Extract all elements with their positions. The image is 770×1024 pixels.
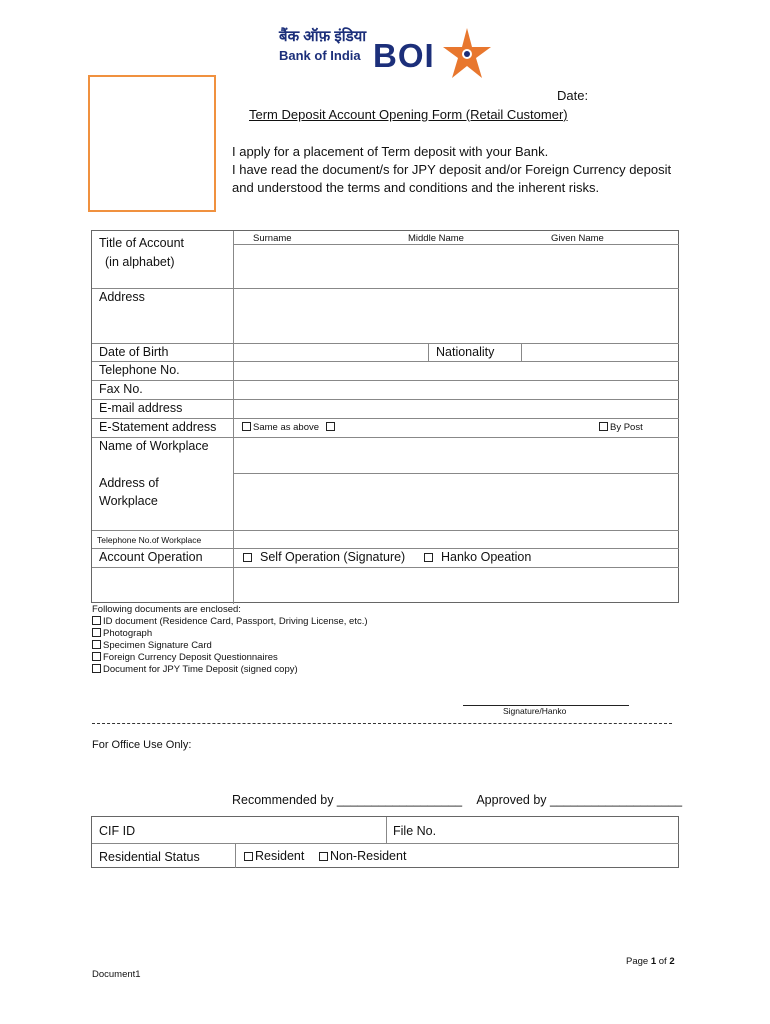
workplace-name-input[interactable] [234,438,679,473]
nationality-input[interactable] [522,344,679,361]
approved-by-text: Approved by ___________________ [476,793,683,807]
document-checkbox[interactable] [92,652,101,661]
documents-heading: Following documents are enclosed: [92,604,241,615]
telephone-input[interactable] [234,362,679,380]
middle-name-label: Middle Name [408,233,464,244]
intro-line-2: I have read the document/s for JPY deposit and/or Foreign Currency deposit [232,162,672,177]
resident-checkbox[interactable] [244,852,253,861]
page-prefix: Page [626,956,651,967]
fax-input[interactable] [234,381,679,399]
account-operation-label: Account Operation [99,550,203,564]
document-item-text: Specimen Signature Card [103,640,212,651]
document-name: Document1 [92,969,141,980]
intro-line-1: I apply for a placement of Term deposit with your Bank. [232,144,549,159]
page-number [626,956,675,967]
cif-id-label: CIF ID [99,824,136,838]
fax-label: Fax No. [99,382,143,396]
self-operation-text: Self Operation (Signature) [260,550,406,564]
photo-box [88,75,216,212]
logo-boi-text: BOI [373,37,435,74]
workplace-address-input[interactable] [234,474,679,530]
bank-logo [279,26,494,84]
estatement-label: E-Statement address [99,420,217,434]
file-no-label: File No. [393,824,437,838]
address-input[interactable] [234,289,679,343]
given-name-label: Given Name [551,233,604,244]
hanko-operation-checkbox[interactable] [424,553,433,562]
office-use-table [91,816,679,868]
telephone-label: Telephone No. [99,363,180,377]
document-checkbox[interactable] [92,640,101,649]
signature-label: Signature/Hanko [503,706,567,716]
document-item[interactable] [92,628,152,639]
date-label: Date: [557,88,589,103]
same-as-above-option[interactable] [242,422,337,433]
document-item[interactable] [92,664,298,675]
document-item-text: ID document (Residence Card, Passport, Driving License, etc.) [103,616,368,627]
recommended-approved-line [232,793,682,807]
workplace-telephone-input[interactable] [234,531,679,548]
self-operation-checkbox[interactable] [243,553,252,562]
date-of-birth-input[interactable] [234,344,428,361]
recommended-by-text: Recommended by __________________ [232,793,463,807]
by-post-text: By Post [610,422,643,433]
surname-label: Surname [253,233,292,244]
non-resident-text: Non-Resident [330,849,407,863]
page-title: Term Deposit Account Opening Form (Retail Customer) [249,107,568,122]
document-item[interactable] [92,652,278,663]
page-current: 1 [650,956,657,967]
workplace-telephone-label: Telephone No.of Workplace [97,535,202,545]
office-use-heading: For Office Use Only: [92,739,192,751]
resident-option[interactable] [244,849,304,863]
title-of-account-label: Title of Account [99,236,184,250]
workplace-address-label: Address of [99,476,159,490]
date-of-birth-label: Date of Birth [99,345,169,359]
document-checkbox[interactable] [92,664,101,673]
residential-status-label: Residential Status [99,850,200,864]
logo-hindi-text: बैंक ऑफ़ इंडिया [279,28,367,45]
self-operation-option[interactable] [243,550,405,564]
email-input[interactable] [234,400,679,418]
title-of-account-sublabel: (in alphabet) [105,255,175,269]
hanko-operation-option[interactable] [424,550,531,564]
workplace-address-sublabel: Workplace [99,494,158,508]
cut-line-divider [92,723,672,724]
by-post-checkbox[interactable] [599,422,608,431]
name-input-area[interactable] [234,245,679,288]
nationality-label: Nationality [436,345,495,359]
logo-english-text: Bank of India [279,48,361,63]
non-resident-option[interactable] [319,849,406,863]
workplace-name-label: Name of Workplace [99,439,209,453]
document-checkbox[interactable] [92,628,101,637]
same-as-above-text: Same as above [253,422,320,433]
same-as-above-checkbox[interactable] [242,422,251,431]
document-item[interactable] [92,640,212,651]
non-resident-checkbox[interactable] [319,852,328,861]
hanko-operation-text: Hanko Opeation [441,550,532,564]
star-icon [437,26,493,82]
signature-area[interactable] [234,568,679,603]
by-post-option[interactable] [599,422,643,433]
document-item[interactable] [92,616,368,627]
document-checkbox[interactable] [92,616,101,625]
email-label: E-mail address [99,401,183,415]
page-total: 2 [669,956,675,967]
page-of: of [656,956,670,967]
other-address-checkbox[interactable] [326,422,335,431]
intro-line-3: and understood the terms and conditions and the inherent risks. [232,180,600,195]
document-item-text: Foreign Currency Deposit Questionnaires [103,652,278,663]
address-label: Address [99,290,145,304]
document-item-text: Photograph [103,628,153,639]
account-form-table [91,230,679,603]
document-item-text: Document for JPY Time Deposit (signed copy) [103,664,298,675]
resident-text: Resident [255,849,305,863]
